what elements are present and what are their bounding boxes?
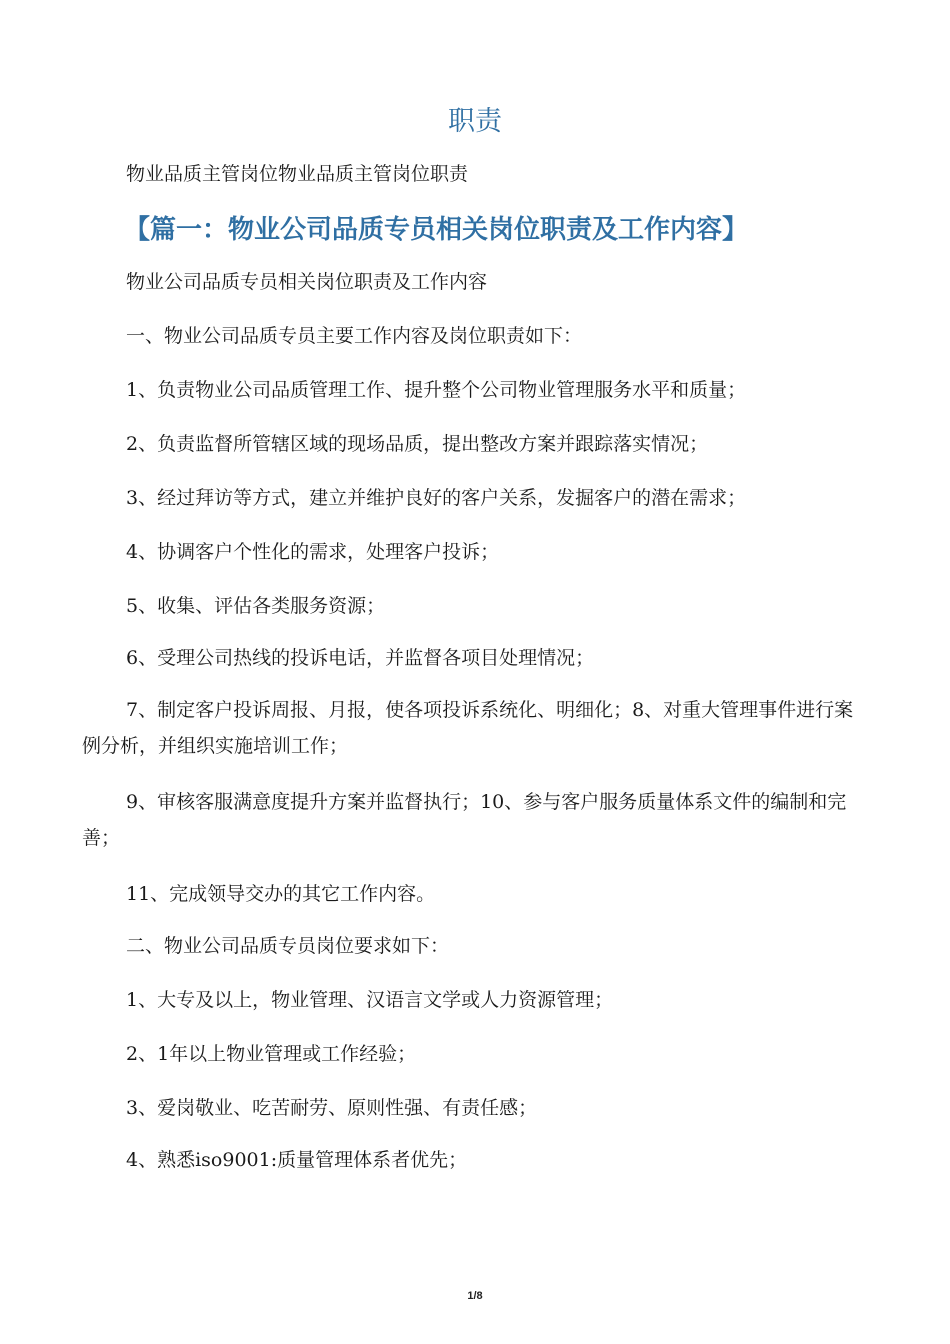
paragraph: 物业公司品质专员相关岗位职责及工作内容 <box>126 271 488 293</box>
paragraph: 4、熟悉iso9001:质量管理体系者优先； <box>126 1149 468 1171</box>
paragraph: 3、爱岗敬业、吃苦耐劳、原则性强、有责任感； <box>126 1097 538 1119</box>
paragraph: 1、大专及以上，物业管理、汉语言文学或人力资源管理； <box>126 989 614 1011</box>
paragraph: 2、负责监督所管辖区域的现场品质，提出整改方案并跟踪落实情况； <box>126 433 709 455</box>
paragraph: 6、受理公司热线的投诉电话，并监督各项目处理情况； <box>126 647 595 669</box>
paragraph: 2、1年以上物业管理或工作经验； <box>126 1043 417 1065</box>
section-heading: 【篇一：物业公司品质专员相关岗位职责及工作内容】 <box>124 215 749 245</box>
paragraph: 3、经过拜访等方式，建立并维护良好的客户关系，发掘客户的潜在需求； <box>126 487 747 509</box>
paragraph: 11、完成领导交办的其它工作内容。 <box>126 883 436 905</box>
paragraph: 一、物业公司品质专员主要工作内容及岗位职责如下： <box>126 325 583 347</box>
document-subtitle: 物业品质主管岗位物业品质主管岗位职责 <box>126 163 469 185</box>
paragraph: 二、物业公司品质专员岗位要求如下： <box>126 935 450 957</box>
document-title: 职责 <box>448 106 502 137</box>
paragraph: 7、制定客户投诉周报、月报，使各项投诉系统化、明细化；8、对重大管理事件进行案例分析，并组织实施培训工作； <box>82 699 854 757</box>
page-number: 1/8 <box>467 1290 483 1302</box>
paragraph: 4、协调客户个性化的需求，处理客户投诉； <box>126 541 500 563</box>
paragraph: 5、收集、评估各类服务资源； <box>126 595 386 617</box>
paragraph: 1、负责物业公司品质管理工作、提升整个公司物业管理服务水平和质量； <box>126 379 747 401</box>
paragraph: 9、审核客服满意度提升方案并监督执行；10、参与客户服务质量体系文件的编制和完善； <box>82 791 847 849</box>
